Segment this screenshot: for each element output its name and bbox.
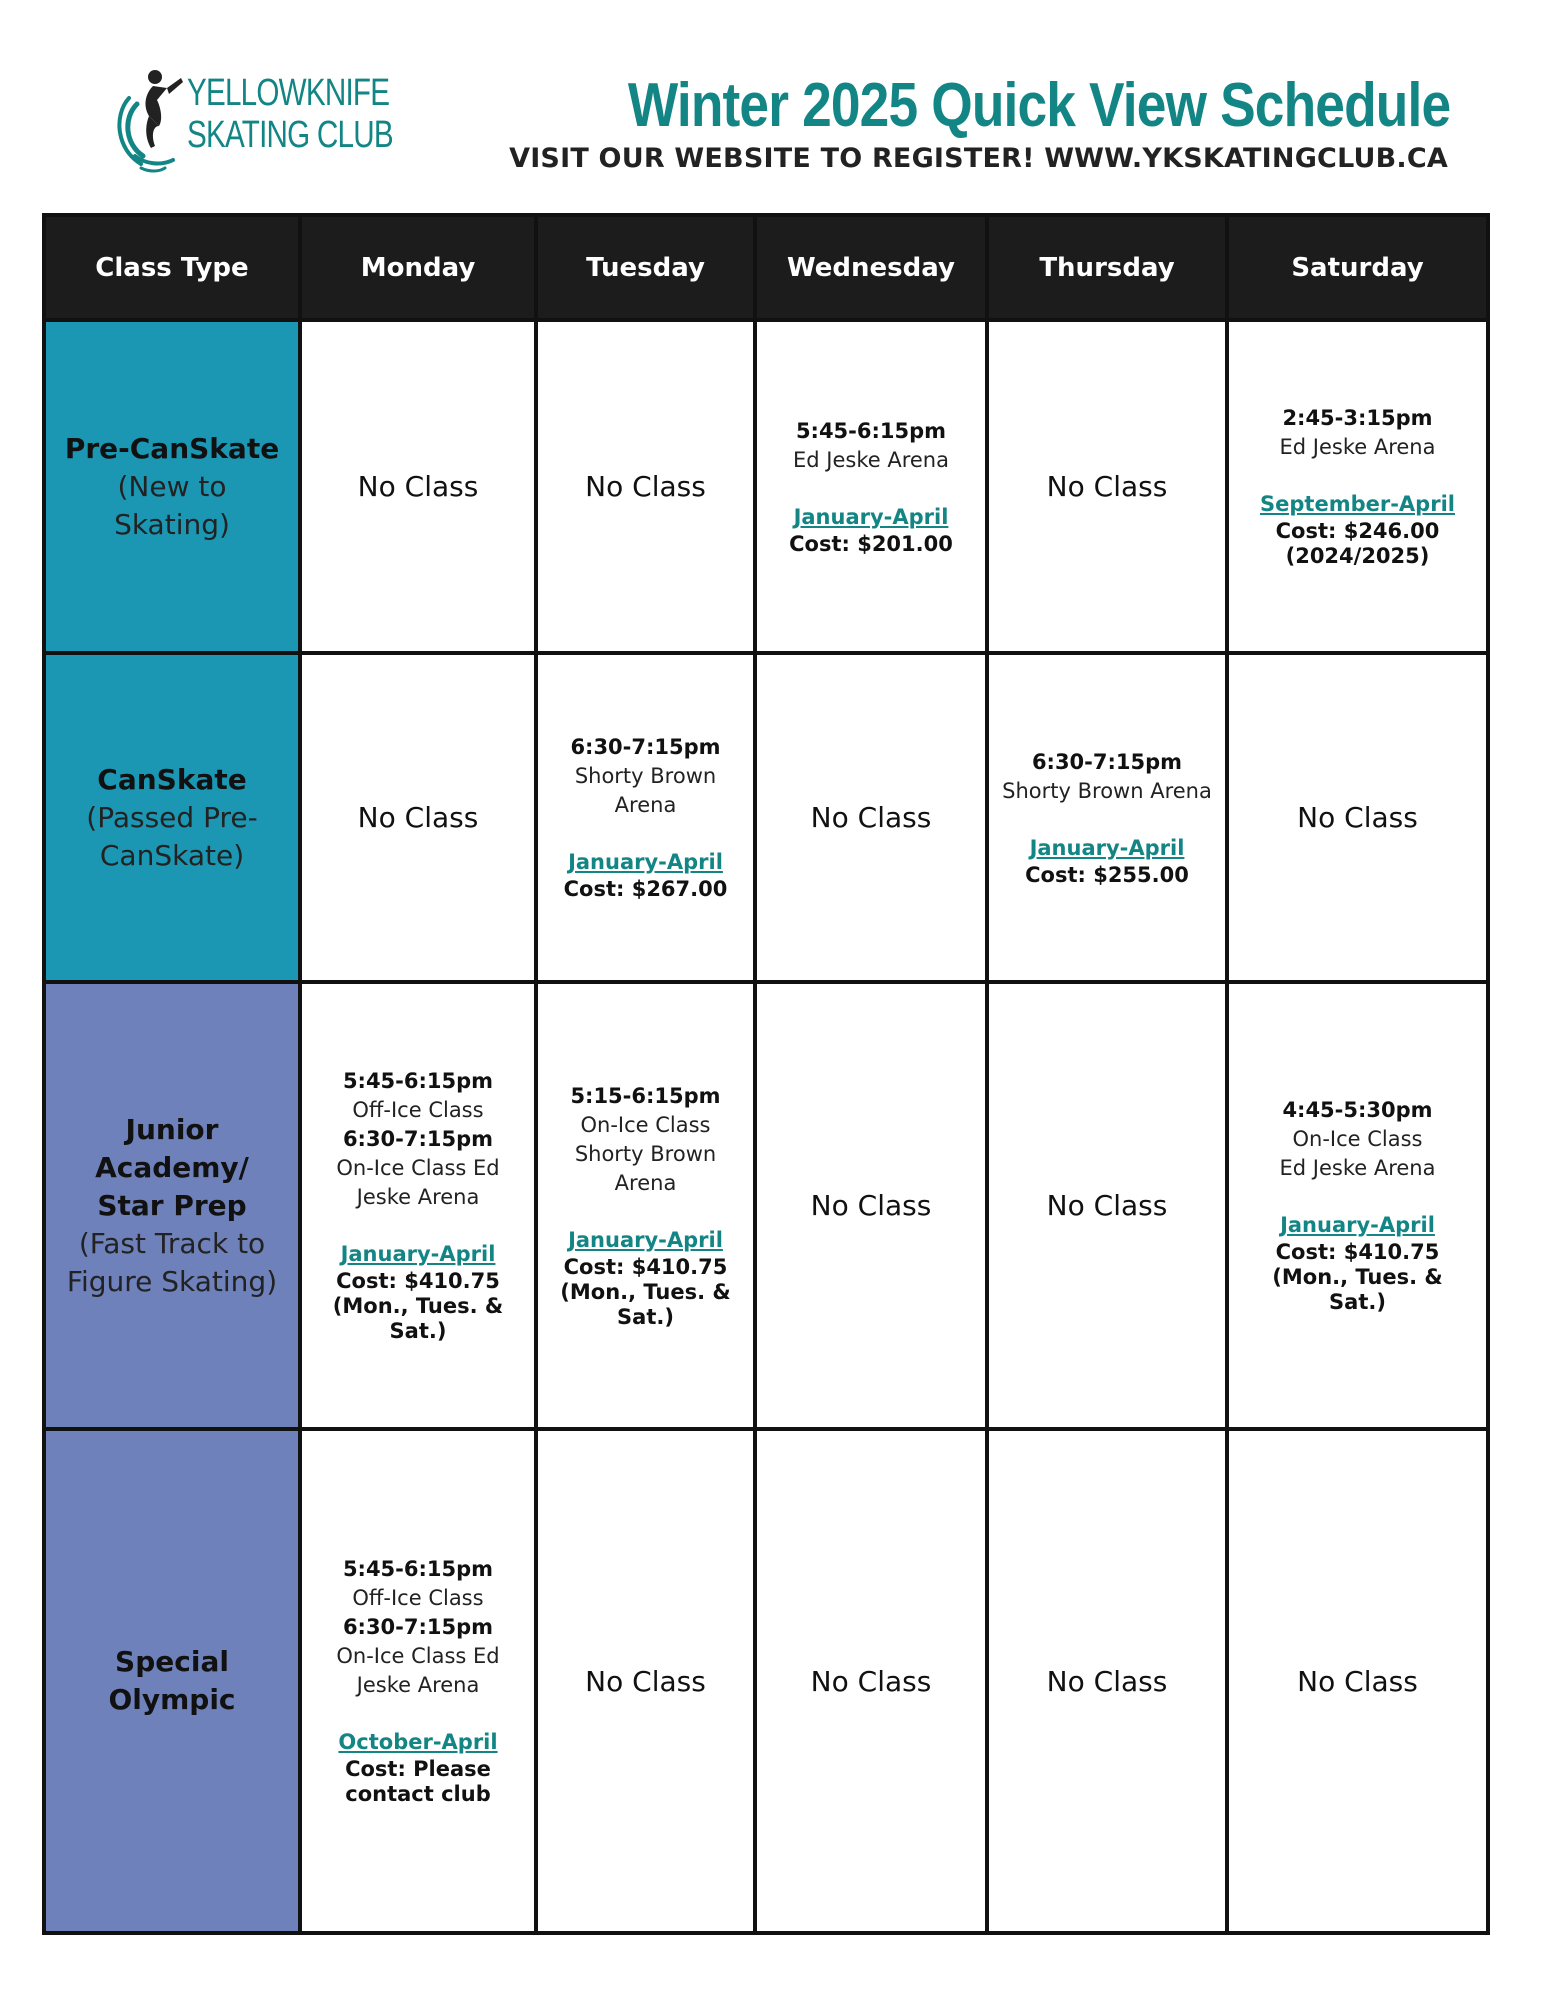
session-period[interactable]: January-April: [1280, 1213, 1435, 1237]
class-time: 4:45-5:30pm: [1282, 1098, 1433, 1122]
class-time: 6:30-7:15pm: [342, 1127, 494, 1151]
class-time: 5:45-6:15pm: [342, 1069, 494, 1093]
logo-text: [187, 74, 451, 154]
session-period[interactable]: January-April: [340, 1242, 496, 1266]
class-location: Shorty Brown Arena: [574, 764, 717, 817]
class-time: 6:30-7:15pm: [570, 735, 721, 759]
schedule-cell-wednesday: [755, 320, 987, 653]
class-cost: Cost: Please contact club: [345, 1757, 491, 1806]
spacer: [314, 1700, 522, 1728]
schedule-cell-monday: [300, 1429, 536, 1933]
class-location: Shorty Brown Arena: [574, 1141, 717, 1195]
column-header-thursday: Thursday: [987, 215, 1227, 320]
class-location: On-Ice Class Ed Jeske Arena: [336, 1156, 500, 1209]
no-class-label: No Class: [1046, 1664, 1168, 1698]
class-cost: Cost: $410.75 (Mon., Tues. & Sat.): [560, 1254, 731, 1329]
class-type-cell: [44, 982, 300, 1429]
class-time: 6:30-7:15pm: [342, 1615, 494, 1639]
spacer: [550, 1198, 741, 1226]
no-class-label: No Class: [1046, 1189, 1168, 1222]
class-location: Shorty Brown Arena: [1002, 778, 1212, 803]
no-class-cell-monday: [300, 653, 536, 982]
schedule-cell-saturday: [1227, 320, 1488, 653]
class-description: (Passed Pre-CanSkate): [86, 800, 258, 872]
column-header-tuesday: Tuesday: [536, 215, 755, 320]
column-header-class-type: Class Type: [44, 215, 300, 320]
class-time: 5:45-6:15pm: [795, 418, 947, 443]
session-period[interactable]: January-April: [793, 504, 949, 529]
class-type-cell: [44, 653, 300, 982]
no-class-label: No Class: [1046, 470, 1168, 503]
table-row: [44, 320, 1488, 653]
no-class-cell-tuesday: [536, 1429, 755, 1933]
schedule-cell-saturday: [1227, 982, 1488, 1429]
session-period[interactable]: October-April: [338, 1730, 498, 1754]
class-location: On-Ice Class: [580, 1112, 711, 1137]
class-time: 5:15-6:15pm: [570, 1083, 721, 1108]
no-class-label: No Class: [357, 801, 479, 834]
class-name: Pre-CanSkate: [64, 431, 280, 465]
logo-line-1: YELLOWKNIFE: [187, 72, 390, 114]
spacer: [314, 1212, 522, 1240]
schedule-cell-tuesday: [536, 982, 755, 1429]
spacer: [1241, 1183, 1474, 1211]
class-location: On-Ice Class: [1292, 1127, 1423, 1151]
logo-line-2: SKATING CLUB: [187, 114, 393, 156]
column-header-saturday: Saturday: [1227, 215, 1488, 320]
class-cost: (2024/2025): [1285, 544, 1430, 568]
class-cost: Cost: $410.75 (Mon., Tues. & Sat.): [332, 1269, 504, 1343]
register-website-text: VISIT OUR WEBSITE TO REGISTER! WWW.YKSKATINGCLUB.CA: [509, 143, 1448, 174]
spacer: [550, 820, 741, 848]
figure-skater-icon: [115, 64, 187, 178]
no-class-label: No Class: [810, 1189, 932, 1222]
class-name: Special Olympic: [108, 1645, 236, 1716]
schedule-cell-tuesday: [536, 653, 755, 982]
class-type-cell: [44, 1429, 300, 1933]
no-class-cell-saturday: [1227, 653, 1488, 982]
no-class-cell-thursday: [987, 1429, 1227, 1933]
class-time: 6:30-7:15pm: [1031, 749, 1183, 774]
session-period[interactable]: January-April: [1029, 835, 1185, 860]
no-class-cell-tuesday: [536, 320, 755, 653]
class-time: 2:45-3:15pm: [1282, 406, 1433, 430]
table-row: [44, 653, 1488, 982]
schedule-table: [42, 213, 1490, 1935]
spacer: [1241, 462, 1474, 490]
no-class-label: No Class: [585, 1664, 706, 1698]
class-name: CanSkate: [97, 762, 247, 796]
club-logo: [115, 64, 393, 178]
no-class-label: No Class: [810, 801, 932, 834]
no-class-label: No Class: [357, 470, 479, 503]
spacer: [769, 475, 973, 503]
spacer: [1001, 806, 1213, 834]
class-description: (Fast Track to Figure Skating): [66, 1226, 278, 1298]
class-location: Off-Ice Class: [352, 1098, 484, 1122]
session-period[interactable]: September-April: [1260, 492, 1455, 516]
class-cost: Cost: $246.00: [1275, 519, 1440, 543]
class-cost: Cost: $201.00: [789, 531, 953, 556]
no-class-cell-monday: [300, 320, 536, 653]
no-class-label: No Class: [810, 1664, 932, 1698]
no-class-label: No Class: [1297, 1664, 1418, 1698]
class-location: Ed Jeske Arena: [1279, 435, 1436, 459]
no-class-cell-saturday: [1227, 1429, 1488, 1933]
class-cost: Cost: $410.75 (Mon., Tues. & Sat.): [1272, 1240, 1443, 1314]
schedule-cell-thursday: [987, 653, 1227, 982]
class-cost: Cost: $267.00: [563, 877, 728, 901]
no-class-cell-thursday: [987, 982, 1227, 1429]
class-location: Ed Jeske Arena: [1279, 1156, 1436, 1180]
column-header-monday: Monday: [300, 215, 536, 320]
no-class-cell-thursday: [987, 320, 1227, 653]
no-class-label: No Class: [1297, 801, 1418, 834]
no-class-cell-wednesday: [755, 982, 987, 1429]
class-location: Off-Ice Class: [352, 1586, 484, 1610]
class-location: On-Ice Class Ed Jeske Arena: [336, 1644, 500, 1697]
class-time: 5:45-6:15pm: [342, 1557, 494, 1581]
no-class-cell-wednesday: [755, 1429, 987, 1933]
class-location: Ed Jeske Arena: [793, 447, 949, 472]
table-row: [44, 982, 1488, 1429]
session-period[interactable]: January-April: [568, 1227, 723, 1252]
session-period[interactable]: January-April: [568, 850, 723, 874]
page-title: Winter 2025 Quick View Schedule: [627, 71, 1450, 140]
table-row: [44, 1429, 1488, 1933]
schedule-cell-monday: [300, 982, 536, 1429]
class-description: (New to Skating): [114, 469, 230, 541]
no-class-label: No Class: [585, 470, 706, 503]
class-cost: Cost: $255.00: [1025, 862, 1189, 887]
class-name: Junior Academy/ Star Prep: [95, 1112, 249, 1222]
header-row: [44, 215, 1488, 320]
class-type-cell: [44, 320, 300, 653]
no-class-cell-wednesday: [755, 653, 987, 982]
column-header-wednesday: Wednesday: [755, 215, 987, 320]
